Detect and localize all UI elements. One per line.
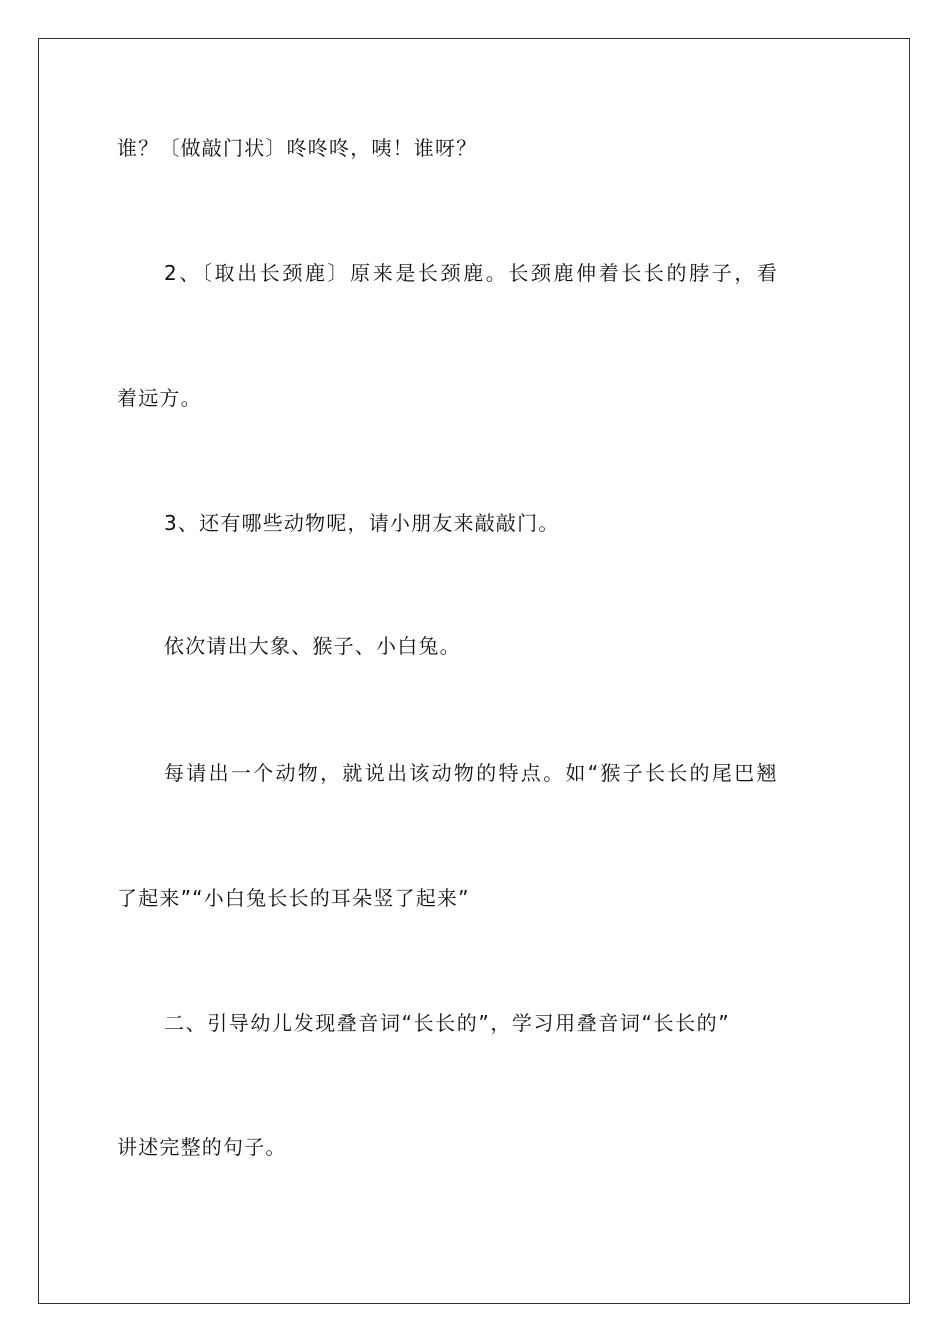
text-line: 二、引导幼儿发现叠音词“长长的”，学习用叠音词“长长的”: [164, 1011, 731, 1035]
text-line: 每请出一个动物，就说出该动物的特点。如“猴子长长的尾巴翘: [164, 761, 779, 785]
text-line: 2、〔取出长颈鹿〕原来是长颈鹿。长颈鹿伸着长长的脖子，看: [164, 261, 780, 285]
text-line: 讲述完整的句子。: [117, 1135, 287, 1159]
text-line: 3、还有哪些动物呢，请小朋友来敲敲门。: [164, 511, 560, 535]
page-border: [38, 38, 910, 1304]
text-line: 谁？〔做敲门状〕咚咚咚，咦！谁呀？: [117, 136, 478, 160]
text-line: 依次请出大象、猴子、小白兔。: [164, 634, 461, 658]
text-line: 着远方。: [117, 386, 202, 410]
text-line: 了起来”“小白兔长长的耳朵竖了起来”: [117, 886, 470, 910]
